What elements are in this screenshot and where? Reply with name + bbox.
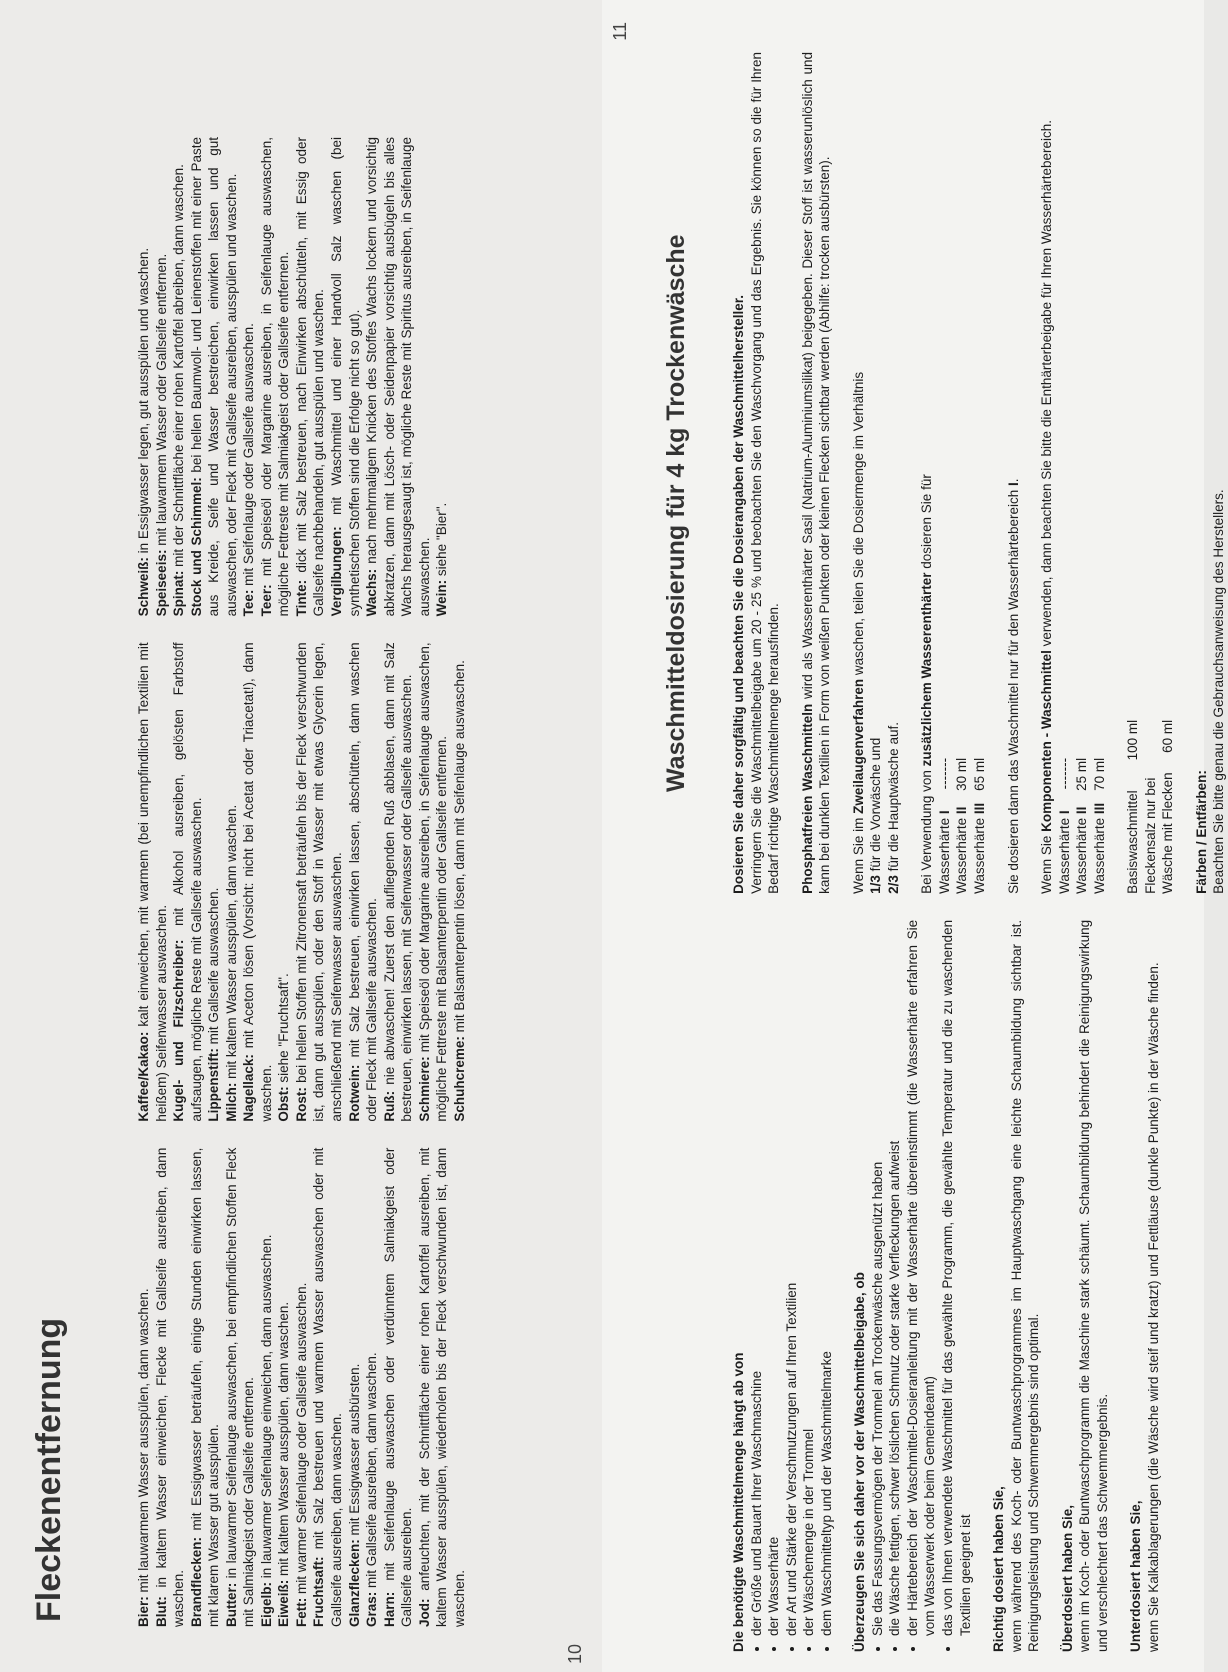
check-heading: Überzeugen Sie sich daher vor der Waschmittelbeigabe, ob (852, 1272, 868, 1652)
stain-entry (346, 642, 381, 1121)
list-item: • der Wasserhärte (765, 920, 783, 1636)
stain-term: Kaffee/Kakao: (136, 1031, 151, 1122)
stain-term: Stock und Schimmel: (188, 477, 204, 617)
label-text: Basiswaschmittel (1125, 790, 1141, 894)
stain-instructions: kalt einweichen, mit warmem (bei unempfindlichen Textilien mit heißem) Seifenwasser auswaschen. (136, 642, 169, 1122)
ueberdosiert-heading: Überdosiert haben Sie, (1059, 1504, 1075, 1652)
komp-bold: Komponenten - Waschmittel (1039, 650, 1055, 832)
page-title: Waschmitteldosierung für 4 kg Trockenwäsche (662, 234, 690, 792)
basis-table (1124, 720, 1177, 894)
stain-term: Milch: (223, 1082, 239, 1122)
stain-entry (188, 1148, 223, 1627)
stain-term: Teer: (258, 584, 274, 617)
label-text: Wasserhärte (972, 814, 988, 894)
stain-instructions: in kaltem Wasser einweichen, Flecke mit Gallseife ausreiben, dann waschen. (153, 1147, 187, 1627)
stain-instructions: in Essigwasser legen, gut ausspülen und waschen. (136, 247, 151, 558)
stain-instructions: siehe "Bier". (434, 502, 450, 580)
faerben-text: Beachten Sie bitte genau die Gebrauchsanweisung des Herstellers. (1211, 489, 1227, 894)
grade: III (1091, 802, 1107, 815)
stain-entry (205, 642, 223, 1121)
stain-term: Wein: (434, 579, 450, 617)
page-title: Fleckenentfernung (30, 1317, 68, 1622)
stain-instructions: mit Seifenlauge oder Gallseife auswaschen. (241, 323, 257, 590)
stain-entry (346, 1148, 364, 1627)
stain-entry (310, 1148, 345, 1627)
list-item: • der Wäschemenge in der Trommel (800, 920, 818, 1636)
page-10 (0, 0, 602, 1672)
stain-term: Ruß: (381, 1090, 397, 1122)
stain-entry (188, 137, 241, 616)
phosphat-text: wird als Wasserenthärter Sasil (Natrium-Aluminiumsilikat) beigegeben. Dieser Stoff ist wasserunlöslich und kann bei dunklen Textilien in Form von weißen Punkten oder kleinen Flecken sichtbar werden (Abhilfe: trocken ausbürsten). (799, 52, 833, 894)
stain-instructions: bei hellen Stoffen mit Zitronensaft beträufeln bis der Fleck verschwunden ist, dann gut ausspülen, oder den Stoff in Wasser mit etwas Glycerin legen, anschließend mit Seifenwasser auswaschen. (293, 642, 345, 1122)
label-text: Wasserhärte (1074, 814, 1090, 894)
stain-entry (381, 1148, 416, 1627)
haerte-table-2 (1056, 758, 1109, 894)
row-value: 25 ml (1074, 757, 1090, 791)
zweilauge-bold: Zweilaugenverfahren (850, 678, 866, 814)
stain-entry (328, 137, 363, 616)
stain-instructions: siehe "Fruchtsaft". (276, 973, 292, 1087)
stain-term: Schmiere: (416, 1056, 432, 1122)
stain-entry (275, 642, 293, 1121)
stain-instructions: mit lauwarmem Wasser ausspülen, dann waschen. (136, 1288, 151, 1597)
row-label (1073, 791, 1091, 894)
stain-entry (363, 137, 433, 616)
stain-term: Bier: (136, 1596, 151, 1627)
stain-entry (223, 642, 241, 1121)
row-label (1091, 791, 1109, 894)
row-label (1159, 760, 1177, 894)
stain-entry (135, 1148, 153, 1627)
row-label (1124, 760, 1142, 894)
label-text: Wasserhärte (954, 814, 970, 894)
stain-term: Fruchtsaft: (311, 1556, 327, 1627)
row-value: ------- (936, 757, 952, 790)
table-row (1073, 758, 1091, 894)
stain-entry (275, 1148, 293, 1627)
stain-term: Wachs: (364, 568, 380, 617)
split-line-1 (867, 52, 885, 894)
stain-term: Kugel- und Filzschreiber: (171, 939, 187, 1122)
list-item: • der Härtebereich der Waschmittel-Dosieranleitung mit der Wasserhärte übereinstimmt (die Wasserhärte erfahren Sie vom Wasserwerk oder beim Gemeindeamt) (904, 920, 939, 1636)
check-list (869, 920, 974, 1652)
split-line-2 (885, 52, 903, 894)
stain-instructions: mit Seifenlauge auswaschen oder verdünntem Salmiakgeist oder Gallseife ausreiben. (381, 1147, 415, 1627)
list-item: • Sie das Fassungsvermögen der Trommel an Trockenwäsche ausgenützt haben (869, 920, 887, 1636)
komponenten-paragraph (1038, 52, 1056, 894)
stain-term: Nagellack: (241, 1054, 257, 1122)
stain-term: Blut: (153, 1596, 169, 1627)
label-text: Wäsche mit Flecken (1160, 772, 1176, 894)
stain-term: Obst: (276, 1086, 292, 1122)
list-item: • das von Ihnen verwendete Waschmittel für das gewählte Programm, die gewählte Temperatur und die zu waschenden Textilien geeignet ist (939, 920, 974, 1636)
label-text: Fleckensalz nur bei (1142, 777, 1158, 894)
row-value: ------- (1056, 757, 1072, 790)
column-1 (135, 1148, 584, 1627)
stain-instructions: mit der Schnittfläche einer rohen Kartoffel abreiben, dann waschen. (171, 164, 187, 571)
zweilauge-post: waschen, teilen Sie die Dosiermenge im Verhältnis (850, 371, 866, 679)
enth-pre: Bei Verwendung von (919, 766, 935, 894)
stain-term: Fett: (293, 1597, 309, 1627)
label-text: Wasserhärte (1056, 814, 1072, 894)
stain-instructions: in lauwarmer Seifenlauge einweichen, dann auswaschen. (258, 1234, 274, 1582)
row-label (953, 791, 971, 894)
stain-entry (363, 1148, 381, 1627)
list-item: • der Größe und Bauart Ihrer Waschmaschine (748, 920, 766, 1636)
enth-post: dosieren Sie für (919, 474, 935, 573)
split1-bold: 1/3 (868, 875, 884, 894)
stain-entry (258, 137, 293, 616)
stain-instructions: mit Gallseife auswaschen. (206, 887, 222, 1049)
dosieren-heading: Dosieren Sie daher sorgfältig und beachten Sie die Dosierangaben der Waschmittelhersteller. (731, 294, 746, 894)
stain-term: Schuhcreme: (451, 1036, 467, 1122)
page-number: 10 (565, 1643, 585, 1664)
row-value: 60 ml (1160, 719, 1176, 753)
zweilauge-paragraph (850, 52, 868, 894)
row-label (1142, 760, 1160, 894)
faerben-heading: Färben / Entfärben: (1193, 770, 1209, 894)
stain-instructions: dick mit Salz bestreuen, nach Einwirken abschütteln, mit Essig oder Gallseife nachbehandeln, gut ausspülen und waschen. (293, 137, 327, 617)
stain-term: Rotwein: (346, 1064, 362, 1122)
stain-instructions: mit Gallseife ausreiben, dann waschen. (364, 1352, 380, 1592)
intro-list (748, 920, 836, 1652)
stain-term: Rost: (293, 1087, 309, 1122)
table-row (953, 758, 971, 894)
grade: I (1056, 810, 1072, 815)
stain-entry (223, 1148, 258, 1627)
richtig-heading: Richtig dosiert haben Sie, (991, 1486, 1007, 1652)
table-row (1159, 720, 1177, 894)
row-value: 30 ml (954, 757, 970, 791)
grade: III (972, 802, 988, 815)
stain-removal-columns (135, 137, 584, 1627)
nur-paragraph (1005, 52, 1023, 894)
row-value (1142, 720, 1160, 761)
stain-entry (240, 642, 275, 1121)
stain-entry (258, 1148, 276, 1627)
stain-instructions: mit Essigwasser beträufeln, einige Stunden einwirken lassen, mit klarem Wasser gut ausspülen. (188, 1147, 222, 1627)
stain-entry (451, 642, 469, 1121)
table-row (1091, 758, 1109, 894)
table-row (1056, 758, 1074, 894)
grade: II (954, 806, 970, 815)
stain-entry (416, 642, 451, 1121)
nur-bold: I (1005, 482, 1021, 486)
stain-instructions: mit Speiseöl oder Margarine ausreiben, in Seifenlauge auswaschen, mögliche Fettreste mit Balsamterpentin oder Gallseife entfernen. (416, 642, 450, 1122)
stain-term: Jod: (416, 1598, 432, 1627)
stain-instructions: mit kaltem Wasser ausspülen, dann waschen. (223, 804, 239, 1083)
stain-instructions: mit warmer Seifenlauge oder Gallseife auswaschen. (293, 1282, 309, 1598)
stain-entry (170, 137, 188, 616)
grade: II (1074, 806, 1090, 815)
phosphat-paragraph (799, 52, 834, 894)
label-text: Wasserhärte (936, 814, 952, 894)
split2-bold: 2/3 (885, 875, 901, 894)
page-number: 11 (610, 22, 630, 41)
enth-bold: zusätzlichem Wasserenthärter (919, 572, 935, 767)
stain-entry (381, 642, 416, 1121)
phosphat-heading: Phosphatfreien Waschmitteln (799, 703, 815, 894)
column-2 (730, 52, 1227, 894)
stain-instructions: mit Speiseöl oder Margarine ausreiben, in Seifenlauge auswaschen, mögliche Fettreste mit Salmiakgeist oder Gallseife entfernen. (258, 137, 292, 617)
stain-term: Eiweiß: (276, 1579, 292, 1627)
stain-term: Brandflecken: (188, 1536, 204, 1627)
stain-entry (293, 1148, 311, 1627)
intro-heading: Die benötigte Waschmittelmenge hängt ab von (731, 1352, 746, 1652)
stain-term: Tee: (241, 589, 257, 617)
stain-term: Glanzflecken: (346, 1539, 362, 1627)
stain-instructions: mit Salz bestreuen und warmem Wasser auswaschen oder mit Gallseife ausreiben, dann waschen. (311, 1147, 345, 1627)
nur-end: . (1005, 478, 1021, 483)
stain-instructions: mit Waschmittel und einer Handvoll Salz waschen (bei synthetischen Stoffen sind die Erfolge nicht so gut). (329, 137, 362, 617)
stain-instructions: mit kaltem Wasser ausspülen, dann waschen. (276, 1301, 292, 1580)
table-row (971, 758, 989, 894)
stain-entry (135, 642, 170, 1121)
page-11 (602, 0, 1227, 1672)
stain-term: Eigelb: (258, 1581, 274, 1627)
stain-term: Speiseeis: (153, 549, 169, 617)
stain-term: Vergilbungen: (329, 526, 345, 617)
stain-instructions: mit Essigwasser ausbürsten. (346, 1363, 362, 1540)
list-item: • dem Waschmitteltyp und der Waschmittelmarke (818, 920, 836, 1636)
table-row (1142, 720, 1160, 894)
stain-term: Schweiß: (136, 557, 151, 617)
stain-instructions: anfeuchten, mit der Schnittfläche einer rohen Kartoffel ausreiben, mit kaltem Wasser ausspülen, wiederholen bis der Fleck verschwunden ist, dann waschen. (416, 1147, 467, 1627)
haerte-table-1 (936, 758, 989, 894)
row-label (936, 791, 954, 894)
stain-term: Tinte: (293, 579, 309, 617)
stain-term: Spinat: (171, 570, 187, 617)
stain-instructions: bei hellen Baumwoll- und Leinenstoffen mit einer Paste aus Kreide, Seife und Wasser bestreichen, einwirken lassen und gut auswaschen, oder Fleck mit Gallseife ausreiben, ausspülen und waschen. (188, 137, 239, 617)
row-value: 65 ml (972, 757, 988, 791)
row-label (971, 791, 989, 894)
row-value: 70 ml (1091, 757, 1107, 791)
table-row (1124, 720, 1142, 894)
split2-text: für die Hauptwäsche auf. (885, 722, 901, 876)
dosieren-text: Verringern Sie die Waschmittelbeigabe um 20 - 25 % und beobachten Sie den Waschvorgang und das Ergebnis. Sie können so die für Ihren Bedarf richtige Waschmittelmenge herausfinden. (748, 52, 782, 894)
nur-text: Sie dosieren dann das Waschmittel nur für den Wasserhärtebereich (1005, 485, 1021, 894)
richtig-text: wenn während des Koch- oder Buntwaschprogrammes im Hauptwaschgang eine leichte Schaumbildung sichtbar ist. Reinigungsleistung und Schwemmergebnis sind optimal. (1008, 919, 1042, 1652)
column-2 (135, 642, 584, 1121)
list-item: • die Wäsche fettigen, schwer löslichen Schmutz oder starke Verfleckungen aufweist (886, 920, 904, 1636)
dosage-columns (730, 52, 1227, 1652)
stain-entry (416, 1148, 469, 1627)
stain-instructions: mit Balsamterpentin lösen, dann mit Seifenlauge auswaschen. (451, 660, 467, 1037)
zweilauge-pre: Wenn Sie im (850, 813, 866, 894)
label-text: Wasserhärte (1091, 814, 1107, 894)
stain-entry (433, 137, 451, 616)
split1-text: für die Vorwäsche und (868, 737, 884, 876)
stain-entry (293, 642, 346, 1121)
stain-entry (240, 137, 258, 616)
enthaerter-paragraph (918, 52, 936, 894)
stain-instructions: in lauwarmer Seifenlauge auswaschen, bei empfindlichen Stoffen Fleck mit Salmiakgeist oder Gallseife entfernen. (223, 1147, 257, 1627)
row-value: 100 ml (1125, 719, 1141, 761)
stain-instructions: nie abwaschen! Zuerst den aufliegenden Ruß abblasen, dann mit Salz bestreuen, einwirken lassen, mit Seifenwasser oder Gallseife auswaschen. (381, 642, 415, 1122)
stain-instructions: mit Aceton lösen (Vorsicht: nicht bei Acetat oder Triacetat!), dann waschen. (241, 642, 274, 1122)
stain-entry (170, 642, 205, 1121)
stain-term: Harn: (381, 1591, 397, 1627)
komp-pre: Wenn Sie (1039, 831, 1055, 894)
stain-instructions: mit Alkohol ausreiben, gelösten Farbstoff aufsaugen, mögliche Reste mit Gallseife auswaschen. (171, 642, 204, 1122)
stain-instructions: nach mehrmaligem Knicken des Stoffes Wachs lockern und vorsichtig abkratzen, dann mit Lösch- oder Seidenpapier vorsichtig ausbügeln bis alles Wachs herausgesaugt ist, mögliche Reste mit Spiritus ausreiben, in Seifenlauge auswaschen. (364, 137, 432, 617)
komp-post: verwenden, dann beachten Sie bitte die Enthärterbeigabe für Ihren Wasserhärtebereich. (1039, 120, 1055, 651)
unterdosiert-heading: Unterdosiert haben Sie, (1128, 1500, 1144, 1652)
stain-entry (293, 137, 328, 616)
stain-term: Lippenstift: (206, 1048, 222, 1122)
column-1 (730, 920, 1186, 1652)
stain-term: Gras: (364, 1591, 380, 1627)
stain-entry (135, 137, 153, 616)
table-row (936, 758, 954, 894)
unterdosiert-text: wenn Sie Kalkablagerungen (die Wäsche wird steif und kratzt) und Fettläuse (dunkle Punkte) in der Wäsche finden. (1145, 962, 1161, 1652)
row-label (1056, 791, 1074, 894)
ueberdosiert-text: wenn im Koch- oder Buntwaschprogramm die Maschine stark schäumt. Schaumbildung behindert die Reinigungswirkung und verschlechtert das Schwemmergebnis. (1077, 919, 1110, 1652)
stain-entry (153, 137, 171, 616)
column-3 (135, 137, 584, 616)
stain-entry (153, 1148, 188, 1627)
stain-instructions: mit Salz bestreuen, einwirken lassen, abschütteln, dann waschen oder Fleck mit Gallseife auswaschen. (346, 642, 380, 1122)
stain-instructions: mit lauwarmem Wasser oder Gallseife entfernen. (153, 253, 169, 550)
list-item: • der Art und Stärke der Verschmutzungen auf Ihren Textilien (783, 920, 801, 1636)
stain-term: Butter: (223, 1582, 239, 1627)
grade: I (936, 810, 952, 815)
